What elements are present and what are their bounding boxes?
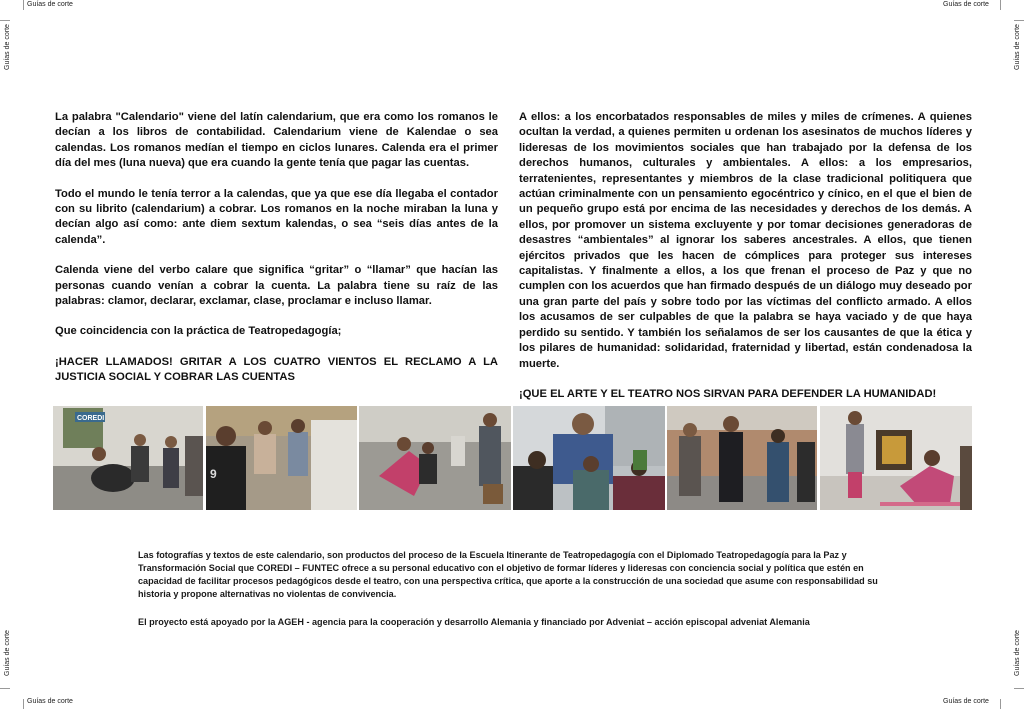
closing-exclamation: ¡HACER LLAMADOS! GRITAR A LOS CUATRO VIENTOS EL RECLAMO A LA JUSTICIA SOCIAL Y COBRAR LAS CUENTAS xyxy=(55,355,498,384)
crop-mark xyxy=(23,699,24,709)
footer-credits: Las fotografías y textos de este calendario, son productos del proceso de la Escuela Itinerante de Teatropedagogía con el Diplomado Teatropedagogía para la Paz y Transformación Social que COREDI – FUNTEC ofrece a su personal educativo con el objetivo de formar líderes y lideresas con conciencia social y política que estén en capacidad de facilitar procesos pedagógicos desde el teatro, con una perspectiva crítica, que aporte a la construcción de una sociedad que asume con responsabilidad su historia y propone alternativas no violentas de convivencia. xyxy=(138,550,878,599)
crop-guide-label: Guías de corte xyxy=(4,24,11,70)
crop-mark xyxy=(0,688,10,689)
footer-support: El proyecto está apoyado por la AGEH - agencia para la cooperación y desarrollo Alemania y financiado por Adveniat – acción episcopal adveniat Alemania xyxy=(138,617,810,627)
crop-mark xyxy=(0,20,10,21)
photo-workshop-3 xyxy=(359,406,511,510)
crop-guide-label: Guías de corte xyxy=(4,630,11,676)
crop-mark xyxy=(1014,20,1024,21)
paragraph: A ellos: a los encorbatados responsables de miles y miles de crímenes. A quienes ocultan la verdad, a quienes permiten u ordenan los asesinatos de muchos líderes y lideresas de los movimientos sociales que han trabajado por la defensa de los derechos humanos, culturales y ambientales. A ellos: a los empresarios, terratenientes, representantes y miembros de la clase tradicional politiquera que actúan criminalmente con un pensamiento egocéntrico y cínico, en el que el bien de un pequeño grupo está por encima de las necesidades y derechos de los demás. A ellos, por promover un sistema excluyente y por tomar decisiones generadoras de desastres “ambientales” al ignorar los saberes ancestrales. A ellos, que tienen ejércitos privados que les hacen de cómplices para proteger sus intereses capitalistas. Y finalmente a ellos, a los que frenan el proceso de Paz y que no cumplen con los acuerdos que han firmado después de un diálogo muy deseado por una gran parte del país y sobre todo por las víctimas del conflicto armado. A ellos los acusamos de ser culpables de que la palabra se haya vaciado y de que haya perdido su sentido. Y también los señalamos de ser los causantes de que la ética y los pilares de humanidad: solidaridad, fraternidad y libertad, están condenadosa la muerte. xyxy=(519,111,972,370)
photo-sign-text: COREDI xyxy=(77,415,105,422)
paragraph: Que coincidencia con la práctica de Teatropedagogía; xyxy=(55,325,342,338)
crop-mark xyxy=(1014,688,1024,689)
paragraph: La palabra "Calendario" viene del latín calendarium, que era como los romanos le decían a los libros de contabilidad. Calendarium viene de Kalendae o sea calendas. Los romanos medían el tiempo en ciclos lunares. Calenda era el primer día del mes (luna nueva) que era cuando la gente tenía que pagar las cuentas. xyxy=(55,111,498,170)
crop-guide-label: Guías de corte xyxy=(27,1,73,8)
crop-mark xyxy=(1000,699,1001,709)
crop-guide-label: Guías de corte xyxy=(943,1,989,8)
crop-guide-label: Guías de corte xyxy=(1014,630,1021,676)
photo-workshop-6 xyxy=(820,406,972,510)
photo-workshop-2 xyxy=(206,406,357,510)
right-text-column xyxy=(519,110,972,417)
crop-guide-label: Guías de corte xyxy=(27,698,73,705)
paragraph: Todo el mundo le tenía terror a la calendas, que ya que ese día llegaba el contador con su librito (calendarium) a cobrar. Los romanos en la noche miraban la luna y decían algo así como: ante diem sextum kalendas, o sea “seis días antes de la calenda”. xyxy=(55,187,498,246)
crop-mark xyxy=(1000,0,1001,10)
paragraph: Calenda viene del verbo calare que significa “gritar” o “llamar” que hacían las personas cuando venían a cobrar la cuenta. La palabra tiene su raíz de las palabras: clamor, declarar, exclamar, clase, proclamar e incluso llamar. xyxy=(55,264,498,308)
svg-text:9: 9 xyxy=(210,467,217,481)
left-text-column xyxy=(55,110,498,401)
photo-workshop-5 xyxy=(667,406,817,510)
photo-workshop-4 xyxy=(513,406,665,510)
photo-workshop-1 xyxy=(53,406,203,510)
crop-guide-label: Guías de corte xyxy=(1014,24,1021,70)
crop-mark xyxy=(23,0,24,10)
crop-guide-label: Guías de corte xyxy=(943,698,989,705)
closing-exclamation: ¡QUE EL ARTE Y EL TEATRO NOS SIRVAN PARA DEFENDER LA HUMANIDAD! xyxy=(519,387,937,400)
